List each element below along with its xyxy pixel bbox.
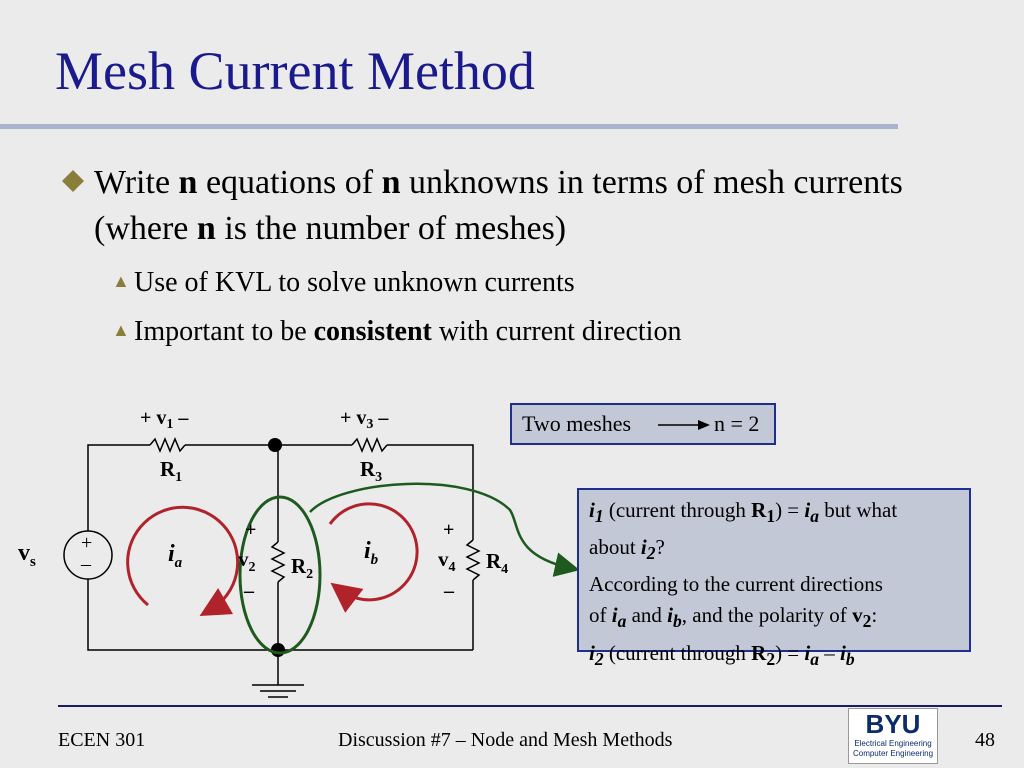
wire-top-left <box>88 445 150 535</box>
bullet-bold-n: n <box>381 164 401 201</box>
sub-bullet-icon: ▲ <box>112 271 130 291</box>
resistor-r1 <box>150 439 185 451</box>
footer-course: ECEN 301 <box>58 729 146 751</box>
node-top <box>268 438 282 452</box>
bullet-text: unknowns in terms of mesh currents (where <box>94 164 903 247</box>
resistor-r4 <box>467 540 479 580</box>
wire-bottom <box>88 575 473 650</box>
source-minus: – <box>81 553 91 575</box>
r2-label: $R_2$ <box>291 554 314 582</box>
info-line-3: According to the current directions <box>589 572 883 597</box>
r4-label: $R_4$ <box>486 549 509 577</box>
explanation-box <box>577 488 971 669</box>
info-line-4: of $i_a$ and $i_b$, and the polarity of $v_2$: <box>589 603 878 632</box>
v2-label: $v_2$ <box>238 547 256 575</box>
bullet-text: Write <box>94 164 179 201</box>
byu-logo-line1: Electrical Engineering <box>854 739 932 748</box>
footer-page-number: 48 <box>975 729 995 751</box>
bullet-text: is the number of meshes) <box>215 210 567 247</box>
v2-minus: – <box>244 580 254 602</box>
slide-title: Mesh Current Method <box>55 41 535 101</box>
info-line-1: $i_1$ (current through $R_1) = i_a$ but what <box>589 498 898 527</box>
source-label: $v_s$ <box>18 540 36 570</box>
sub-bullet-text: with current direction <box>431 316 682 347</box>
v4-plus: + <box>443 519 455 541</box>
node-bottom <box>271 643 285 657</box>
mesh-current-a-loop <box>128 507 238 610</box>
mesh-count-right: n = 2 <box>714 411 760 436</box>
wire-top-right <box>387 445 473 540</box>
resistor-r2 <box>272 542 284 582</box>
mesh-count-left: Two meshes <box>522 411 632 436</box>
mesh-current-b-label: $i_b$ <box>364 538 379 568</box>
resistor-r3 <box>352 439 387 451</box>
byu-logo-name: BYU <box>865 709 921 739</box>
byu-logo <box>848 708 938 764</box>
sub-bullet-text: Important to be <box>134 316 314 347</box>
r3-label: $R_3$ <box>360 457 383 485</box>
sub-bullet-text: Use of KVL to solve unknown currents <box>134 267 575 298</box>
sub-bullet-icon: ▲ <box>112 320 130 340</box>
info-line-5: $i_2$ (current through $R_2) = i_a - i_b$ <box>589 640 855 669</box>
byu-logo-line2: Computer Engineering <box>852 749 934 758</box>
footer-divider <box>58 705 1002 707</box>
mesh-current-a-label: $i_a$ <box>168 541 183 571</box>
source-plus: + <box>81 532 93 554</box>
v2-plus: + <box>245 519 257 541</box>
info-line-2: about $i_2$? <box>589 535 665 564</box>
v4-minus: – <box>444 580 454 602</box>
bullet-bold-n: n <box>196 210 216 247</box>
bullet-bold-n: n <box>178 164 198 201</box>
v3-label: + $v_3$ – <box>340 407 389 432</box>
footer-topic: Discussion #7 – Node and Mesh Methods <box>338 729 673 751</box>
bullet-text: equations of <box>197 164 382 201</box>
v1-label: + $v_1$ – <box>140 407 189 432</box>
r1-label: $R_1$ <box>160 457 183 485</box>
sub-bullet-bold: consistent <box>313 316 432 347</box>
v4-label: $v_4$ <box>438 547 456 575</box>
